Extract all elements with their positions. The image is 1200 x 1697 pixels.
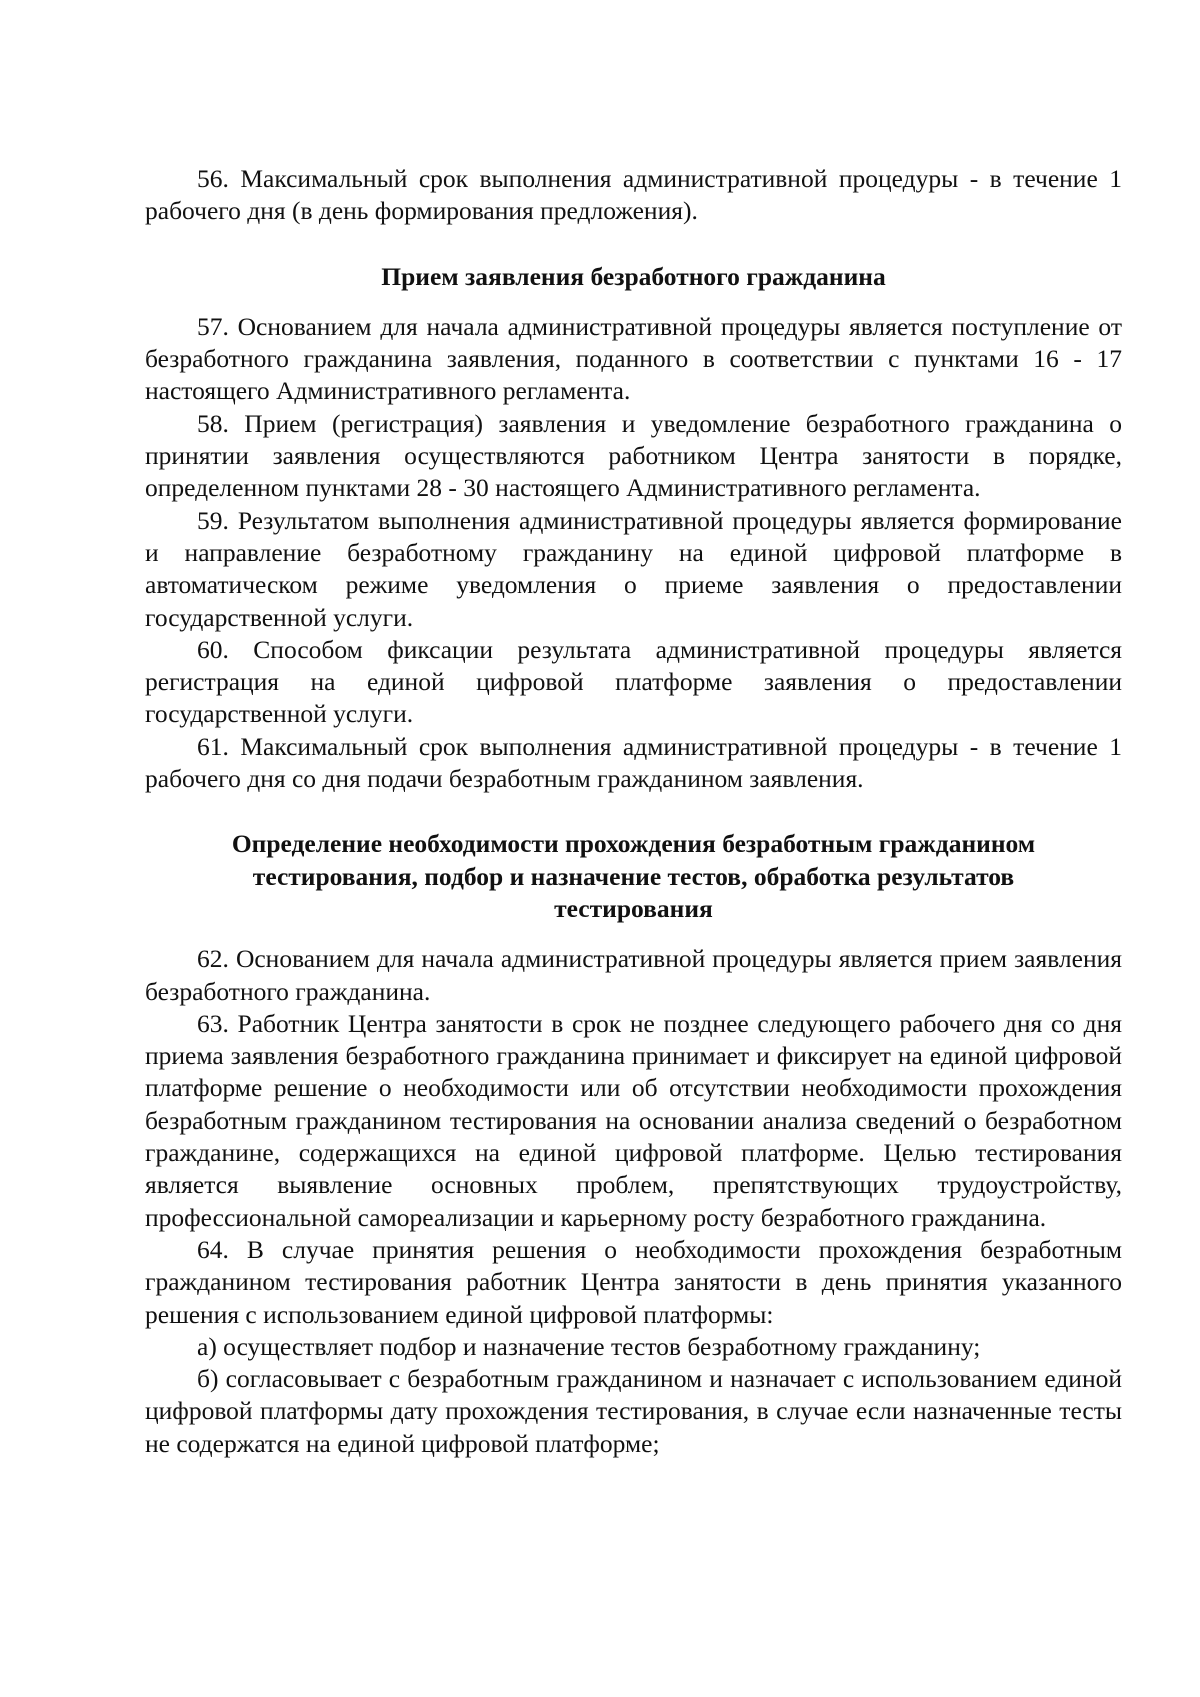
section-heading-testing-line-1: Определение необходимости прохождения безработным гражданином: [231, 829, 1036, 859]
paragraph-61: 61. Максимальный срок выполнения административной процедуры - в течение 1 рабочего дня со дня подачи безработным гражданином заявления.: [145, 731, 1122, 794]
paragraph-64-a: а) осуществляет подбор и назначение тестов безработному гражданину;: [197, 1331, 981, 1361]
paragraph-58: 58. Прием (регистрация) заявления и уведомление безработного гражданина о принятии заявления осуществляются работником Центра занятости в порядке, определенном пунктами 28 - 30 настоящего Административного регламента.: [145, 408, 1122, 503]
paragraph-64-b: б) согласовывает с безработным гражданином и назначает с использованием единой цифровой платформы дату прохождения тестирования, в случае если назначенные тесты не содержатся на единой цифровой платформе;: [145, 1364, 1122, 1458]
section-heading-testing-line-3: тестирования: [554, 893, 713, 923]
paragraph-56: 56. Максимальный срок выполнения административной процедуры - в течение 1 рабочего дня (в день формирования предложения).: [145, 164, 1122, 226]
paragraph-64: 64. В случае принятия решения о необходимости прохождения безработным гражданином тестирования работник Центра занятости в день принятия указанного решения с использованием единой цифровой платформы:: [145, 1234, 1122, 1329]
section-heading-testing-line-2: тестирования, подбор и назначение тестов, обработка результатов: [252, 861, 1015, 891]
section-heading-application: Прием заявления безработного гражданина: [381, 261, 886, 291]
paragraph-59: 59. Результатом выполнения административной процедуры является формирование и направление безработному гражданину на единой цифровой платформе в автоматическом режиме уведомления о приеме заявления о предоставлении государственной услуги.: [145, 505, 1122, 632]
paragraph-62: 62. Основанием для начала административной процедуры является прием заявления безработного гражданина.: [145, 944, 1122, 1006]
document-page: [145, 163, 1122, 1460]
paragraph-57: 57. Основанием для начала административной процедуры является поступление от безработного гражданина заявления, поданного в соответствии с пунктами 16 - 17 настоящего Административного регламента.: [145, 311, 1122, 406]
paragraph-63: 63. Работник Центра занятости в срок не позднее следующего рабочего дня со дня приема заявления безработного гражданина принимает и фиксирует на единой цифровой платформе решение о необходимости или об отсутствии необходимости прохождения безработным гражданином тестирования на основании анализа сведений о безработном гражданине, содержащихся на единой цифровой платформе. Целью тестирования является выявление основных проблем, препятствующих трудоустройству, профессиональной самореализации и карьерному росту безработного гражданина.: [145, 1008, 1122, 1232]
section-heading-testing: [145, 828, 1122, 925]
paragraph-60: 60. Способом фиксации результата административной процедуры является регистрация на единой цифровой платформе заявления о предоставлении государственной услуги.: [145, 634, 1122, 729]
